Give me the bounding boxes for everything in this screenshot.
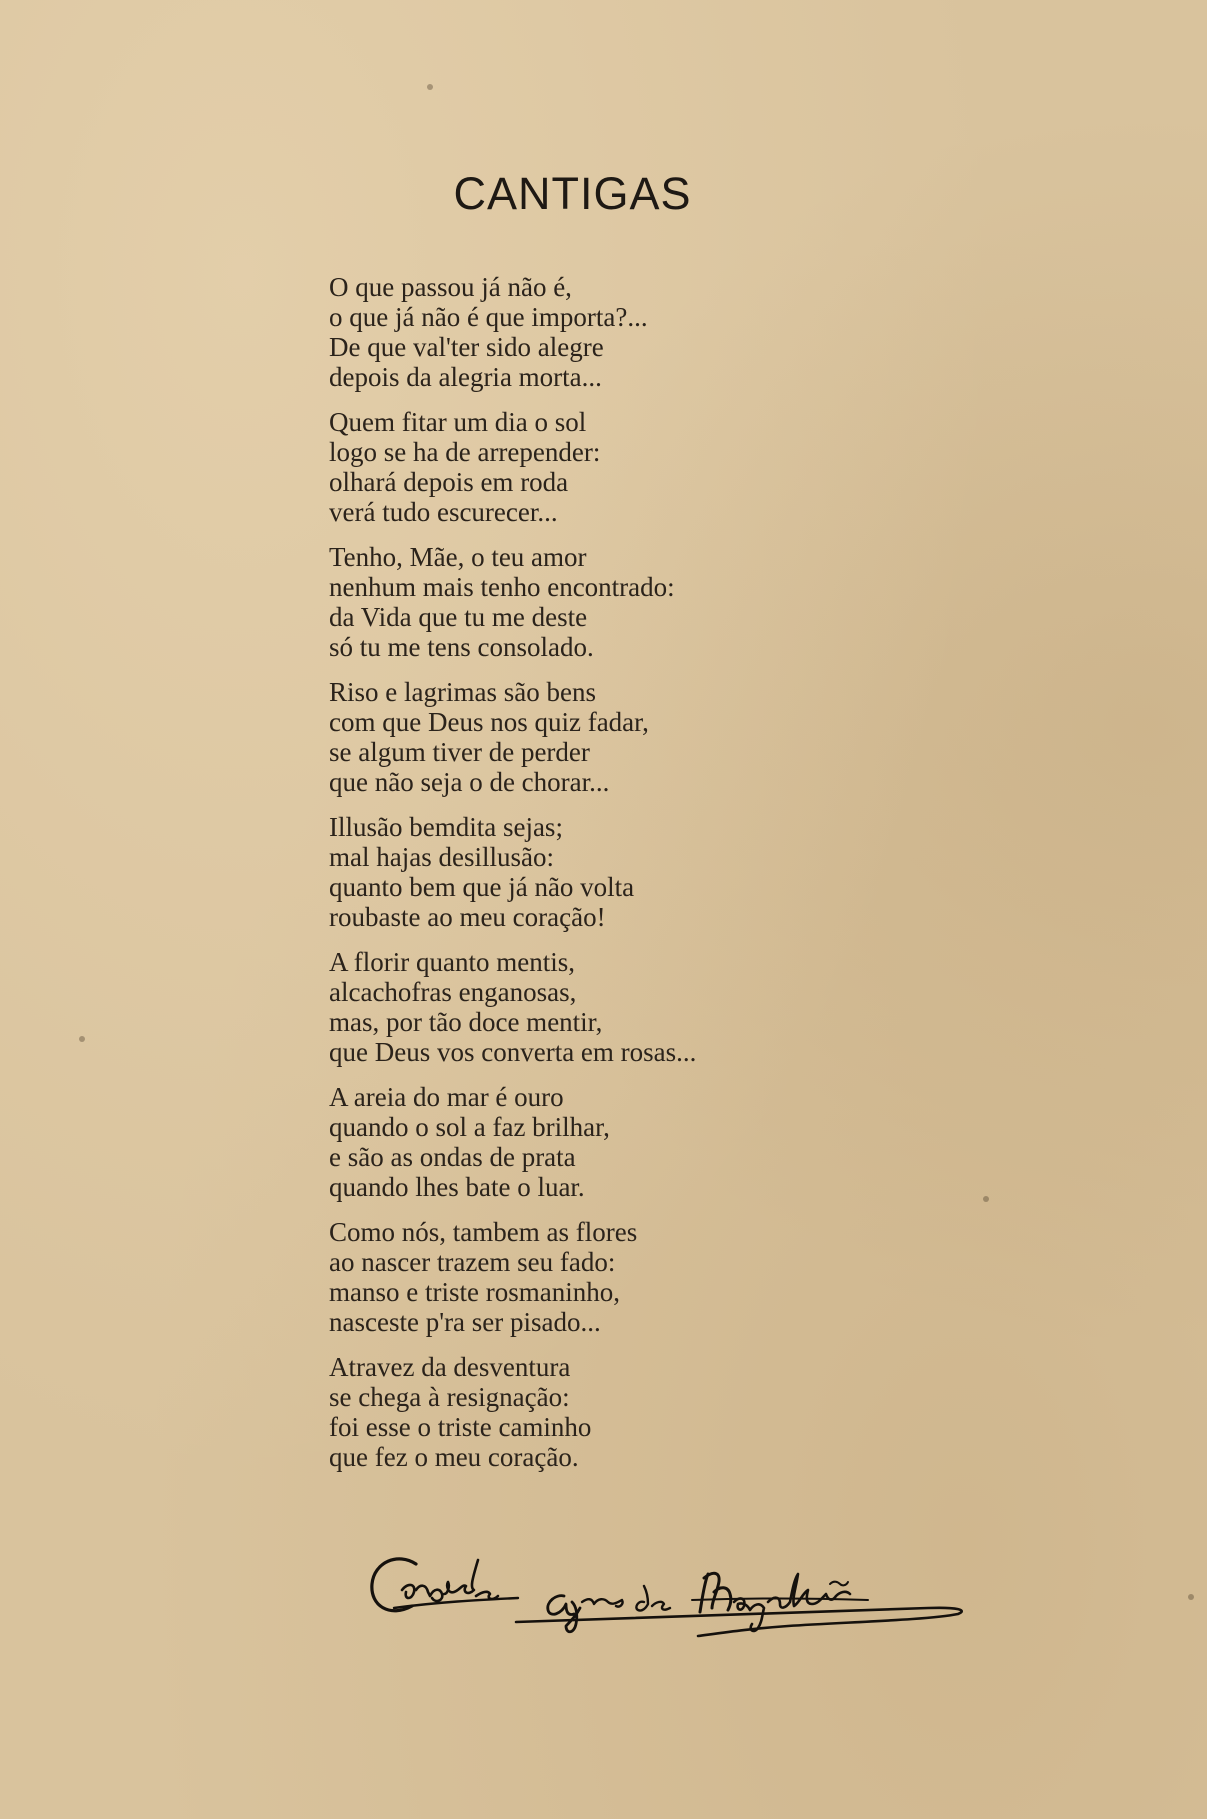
stanza-3: [329, 542, 849, 662]
stanza-5: [329, 812, 849, 932]
verse-line: depois da alegria morta...: [329, 362, 602, 392]
verse-line: se chega à resignação:: [329, 1382, 570, 1412]
verse-line: o que já não é que importa?...: [329, 302, 648, 332]
verse-line: mas, por tão doce mentir,: [329, 1007, 603, 1037]
verse-line: O que passou já não é,: [329, 272, 572, 302]
verse-line: quanto bem que já não volta: [329, 872, 635, 902]
verse-line: A areia do mar é ouro: [329, 1082, 564, 1112]
verse-line: manso e triste rosmaninho,: [329, 1277, 620, 1307]
stanza-9: [329, 1352, 849, 1472]
stanza-2: [329, 407, 849, 527]
verse-line: nenhum mais tenho encontrado:: [329, 572, 675, 602]
verse-line: verá tudo escurecer...: [329, 497, 558, 527]
verse-line: Atravez da desventura: [329, 1352, 571, 1382]
verse-line: olhará depois em roda: [329, 467, 569, 497]
verse-line: só tu me tens consolado.: [329, 632, 594, 662]
poem-title: CANTIGAS: [453, 168, 692, 219]
verse-line: que fez o meu coração.: [329, 1442, 579, 1472]
verse-line: da Vida que tu me deste: [329, 602, 588, 632]
stanza-7: [329, 1082, 849, 1202]
verse-line: Como nós, tambem as flores: [329, 1217, 638, 1247]
paper-speck: [1188, 1594, 1194, 1600]
handwritten-signature: [368, 1540, 1008, 1650]
stanza-8: [329, 1217, 849, 1337]
paper-speck: [427, 84, 433, 90]
stanza-4: [329, 677, 849, 797]
verse-line: foi esse o triste caminho: [329, 1412, 592, 1442]
verse-line: Illusão bemdita sejas;: [329, 812, 563, 842]
verse-line: Riso e lagrimas são bens: [329, 677, 596, 707]
verse-line: A florir quanto mentis,: [329, 947, 575, 977]
verse-line: De que val'ter sido alegre: [329, 332, 604, 362]
verse-line: alcachofras enganosas,: [329, 977, 577, 1007]
stanza-1: [329, 272, 849, 392]
paper-speck: [983, 1196, 989, 1202]
signature-strokes: [372, 1559, 962, 1636]
verse-line: Quem fitar um dia o sol: [329, 407, 587, 437]
verse-line: quando lhes bate o luar.: [329, 1172, 585, 1202]
verse-line: que não seja o de chorar...: [329, 767, 610, 797]
verse-line: com que Deus nos quiz fadar,: [329, 707, 649, 737]
verse-line: logo se ha de arrepender:: [329, 437, 601, 467]
verse-line: Tenho, Mãe, o teu amor: [329, 542, 587, 572]
verse-line: que Deus vos converta em rosas...: [329, 1037, 697, 1067]
verse-line: e são as ondas de prata: [329, 1142, 576, 1172]
verse-line: roubaste ao meu coração!: [329, 902, 606, 932]
paper-speck: [79, 1036, 85, 1042]
verse-line: ao nascer trazem seu fado:: [329, 1247, 616, 1277]
stanza-6: [329, 947, 849, 1067]
verse-line: nasceste p'ra ser pisado...: [329, 1307, 601, 1337]
poem-body: [329, 272, 849, 1487]
verse-line: quando o sol a faz brilhar,: [329, 1112, 610, 1142]
verse-line: mal hajas desillusão:: [329, 842, 554, 872]
verse-line: se algum tiver de perder: [329, 737, 590, 767]
